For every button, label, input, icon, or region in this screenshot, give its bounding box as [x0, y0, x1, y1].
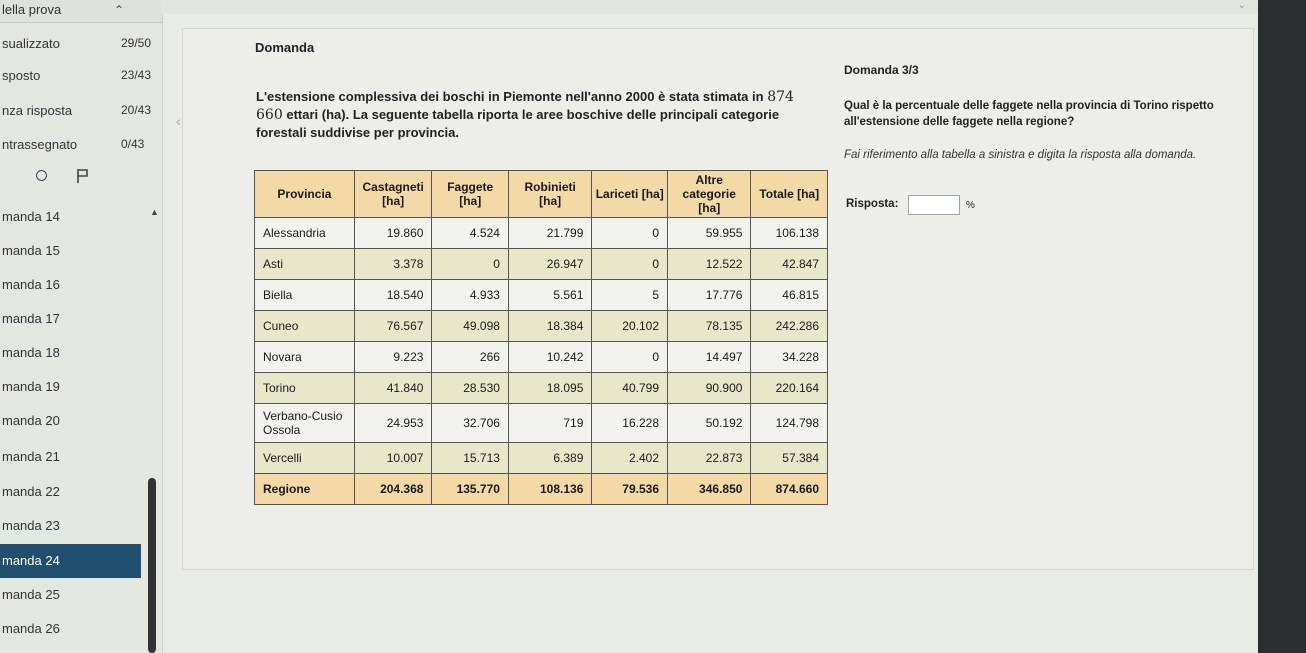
sidebar-question-20[interactable]: manda 20 — [2, 413, 60, 428]
col-lariceti: Lariceti [ha] — [592, 171, 668, 218]
table-row: Torino 41.840 28.530 18.095 40.799 90.900 220.164 — [255, 373, 828, 404]
stat-senza-risposta: nza risposta 20/43 — [2, 103, 152, 118]
scroll-up-icon[interactable]: ▲ — [150, 207, 159, 217]
table-row: Alessandria 19.860 4.524 21.799 0 59.955 106.138 — [255, 218, 828, 249]
unanswered-circle-icon[interactable] — [36, 170, 47, 181]
stat-visualizzato: sualizzato 29/50 — [2, 36, 152, 51]
collapse-left-icon[interactable]: ‹ — [176, 113, 181, 129]
sidebar-question-15[interactable]: manda 15 — [2, 243, 60, 258]
sidebar-question-17[interactable]: manda 17 — [2, 311, 60, 326]
col-castagneti: Castagneti [ha] — [354, 171, 432, 218]
chevron-up-icon[interactable]: ⌃ — [114, 3, 125, 17]
col-totale: Totale [ha] — [751, 171, 828, 218]
table-row: Vercelli 10.007 15.713 6.389 2.402 22.873 57.384 — [255, 443, 828, 474]
table-row: Verbano-Cusio Ossola 24.953 32.706 719 16.228 50.192 124.798 — [255, 404, 828, 443]
sidebar-question-18[interactable]: manda 18 — [2, 345, 60, 360]
forest-table — [254, 170, 828, 505]
top-bar — [162, 0, 1258, 14]
table-row: Novara 9.223 266 10.242 0 14.497 34.228 — [255, 342, 828, 373]
flag-icon[interactable] — [76, 168, 90, 184]
sidebar-question-16[interactable]: manda 16 — [2, 277, 60, 292]
col-robinieti: Robinieti [ha] — [508, 171, 591, 218]
table-row: Asti 3.378 0 26.947 0 12.522 42.847 — [255, 249, 828, 280]
sidebar-header[interactable] — [0, 0, 162, 23]
sidebar-question-22[interactable]: manda 22 — [2, 484, 60, 499]
sidebar-question-14[interactable]: manda 14 — [2, 209, 60, 224]
question-intro: L'estensione complessiva dei boschi in Piemonte nell'anno 2000 è stata stimata in 874 660 ettari (ha). La seguente tabella riporta le aree boschive delle principali categorie forestali suddivise per provincia. — [256, 89, 794, 140]
sidebar-question-25[interactable]: manda 25 — [2, 587, 60, 602]
col-altre: Altre categorie [ha] — [668, 171, 751, 218]
col-provincia: Provincia — [255, 171, 355, 218]
sub-question-text: Qual è la percentuale delle faggete nella provincia di Torino rispetto all'estensione delle faggete nella regione? — [844, 100, 1214, 128]
sidebar-question-23[interactable]: manda 23 — [2, 518, 60, 533]
sidebar-scrollbar[interactable] — [148, 478, 156, 653]
sub-question-title: Domanda 3/3 — [844, 63, 919, 77]
question-heading: Domanda — [255, 40, 315, 55]
sub-question-hint: Fai riferimento alla tabella a sinistra e digita la risposta alla domanda. — [844, 149, 1197, 161]
chevron-down-icon[interactable]: ⌄ — [1237, 0, 1246, 11]
table-header-row — [255, 171, 828, 218]
stat-risposto: sposto 23/43 — [2, 68, 152, 83]
sidebar-question-24[interactable]: manda 24 — [0, 544, 141, 578]
stat-contrassegnato: ntrassegnato 0/43 — [2, 137, 145, 152]
answer-label: Risposta: — [846, 198, 899, 210]
sidebar — [0, 0, 163, 653]
table-total-row: Regione 204.368 135.770 108.136 79.536 346.850 874.660 — [255, 474, 828, 505]
answer-unit: % — [966, 200, 975, 211]
window-frame — [1258, 0, 1306, 653]
sidebar-question-19[interactable]: manda 19 — [2, 379, 60, 394]
table-row: Biella 18.540 4.933 5.561 5 17.776 46.815 — [255, 280, 828, 311]
answer-input[interactable] — [908, 195, 960, 215]
sidebar-question-21[interactable]: manda 21 — [2, 449, 60, 464]
col-faggete: Faggete [ha] — [432, 171, 509, 218]
test-title: lella prova — [2, 2, 62, 17]
table-row: Cuneo 76.567 49.098 18.384 20.102 78.135 242.286 — [255, 311, 828, 342]
legend-icons — [36, 168, 116, 186]
sidebar-question-26[interactable]: manda 26 — [2, 621, 60, 636]
